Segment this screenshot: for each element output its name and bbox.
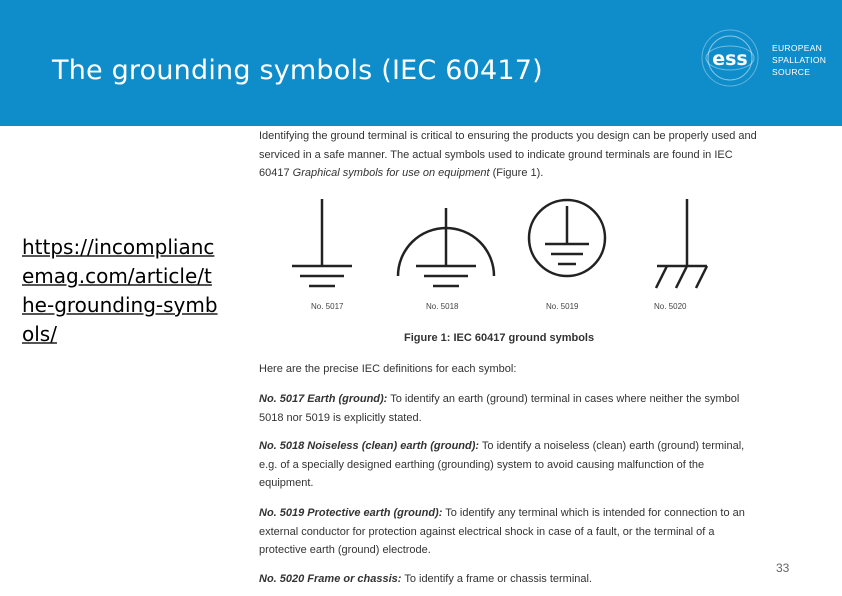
logo-text bbox=[772, 42, 842, 78]
intro-text: Identifying the ground terminal is critical to ensuring the products you design can be properly used and serviced in a safe manner. The actual symbols used to indicate ground terminals are found in IEC 60417 bbox=[259, 130, 757, 179]
definition-text: To identify any terminal which is intended for connection to an external conductor for protection against electrical shock in case of a fault, or the terminal of a protective earth (ground) electrode. bbox=[259, 507, 745, 556]
logo-line: SPALLATION bbox=[772, 55, 827, 65]
definition-term: No. 5018 Noiseless (clean) earth (ground): bbox=[259, 440, 480, 452]
logo-line: EUROPEAN bbox=[772, 43, 823, 53]
source-link[interactable]: https://incompliancemag.com/article/the-grounding-symbols/ bbox=[22, 235, 218, 346]
definitions-intro: Here are the precise IEC definitions for each symbol: bbox=[259, 363, 517, 375]
logo-line: SOURCE bbox=[772, 67, 811, 77]
noiseless-earth-icon bbox=[398, 208, 494, 286]
article-screenshot bbox=[256, 126, 764, 596]
definition-5019 bbox=[259, 504, 759, 560]
definition-5020 bbox=[259, 570, 759, 589]
intro-italic: Graphical symbols for use on equipment bbox=[292, 167, 490, 179]
definition-text: To identify a frame or chassis terminal. bbox=[401, 573, 593, 585]
definition-term: No. 5017 Earth (ground): bbox=[259, 393, 388, 405]
definition-text: To identify an earth (ground) terminal in cases where neither the symbol 5018 nor 5019 is explicitly stated. bbox=[259, 393, 740, 424]
symbol-label-5017: No. 5017 bbox=[311, 302, 344, 311]
definition-5018 bbox=[259, 437, 759, 493]
logo-mark-text: ess bbox=[712, 48, 748, 70]
definition-5017 bbox=[259, 390, 759, 427]
symbol-label-5019: No. 5019 bbox=[546, 302, 579, 311]
intro-paragraph bbox=[259, 127, 759, 183]
symbols-figure bbox=[276, 196, 746, 316]
definition-term: No. 5020 Frame or chassis: bbox=[259, 573, 402, 585]
slide-number: 33 bbox=[776, 561, 790, 575]
earth-ground-icon bbox=[292, 199, 352, 286]
definition-term: No. 5019 Protective earth (ground): bbox=[259, 507, 443, 519]
slide-title: The grounding symbols (IEC 60417) bbox=[52, 55, 543, 86]
protective-earth-icon bbox=[529, 200, 605, 276]
symbol-label-5020: No. 5020 bbox=[654, 302, 687, 311]
definition-text: To identify a noiseless (clean) earth (ground) terminal, e.g. of a specially designed earthing (grounding) system to avoid causing malfunction of the equipment. bbox=[259, 440, 745, 489]
title-bar bbox=[0, 0, 842, 126]
chassis-ground-icon bbox=[656, 199, 707, 288]
figure-caption: Figure 1: IEC 60417 ground symbols bbox=[404, 332, 595, 344]
symbol-label-5018: No. 5018 bbox=[426, 302, 459, 311]
intro-end: (Figure 1). bbox=[489, 167, 544, 179]
